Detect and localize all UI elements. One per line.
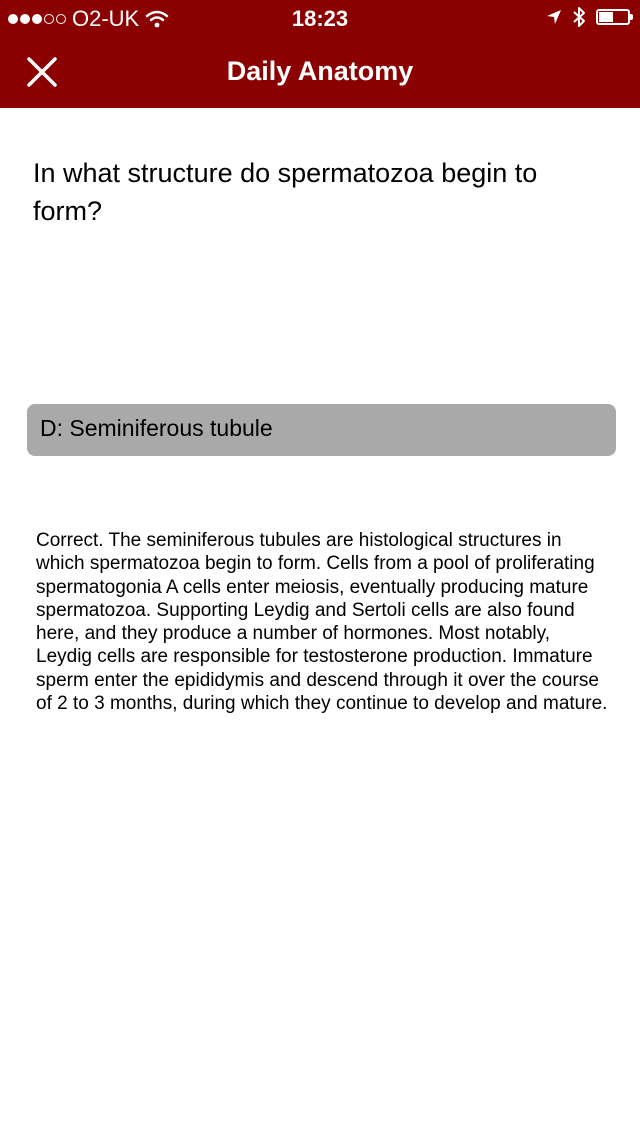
answer-label: D: Seminiferous tubule xyxy=(40,415,273,441)
page-title: Daily Anatomy xyxy=(226,56,414,86)
status-time: 18:23 xyxy=(291,6,349,31)
app-header xyxy=(0,0,640,108)
battery-icon xyxy=(596,9,630,25)
question-text: In what structure do spermatozoa begin to form? xyxy=(33,158,538,226)
bluetooth-icon xyxy=(572,6,586,28)
status-bar xyxy=(0,0,640,38)
location-arrow-icon xyxy=(546,9,562,25)
carrier-name: O2-UK xyxy=(72,6,140,31)
status-right xyxy=(546,6,630,28)
explanation-text: Correct. The seminiferous tubules are histological structures in which spermatozoa begin to form. Cells from a pool of proliferating spermatogonia A cells enter meiosis, eventually producing mature spermatozoa. Supporting Leydig and Sertoli cells are also found here, and they produce a number of hormones. Most notably, Leydig cells are responsible for testosterone production. Immature sperm enter the epididymis and descend through it over the course of 2 to 3 months, during which they continue to develop and mature. xyxy=(36,530,608,715)
battery-level-fill xyxy=(599,12,613,22)
navigation-bar xyxy=(0,38,640,108)
selected-answer[interactable] xyxy=(27,404,616,456)
